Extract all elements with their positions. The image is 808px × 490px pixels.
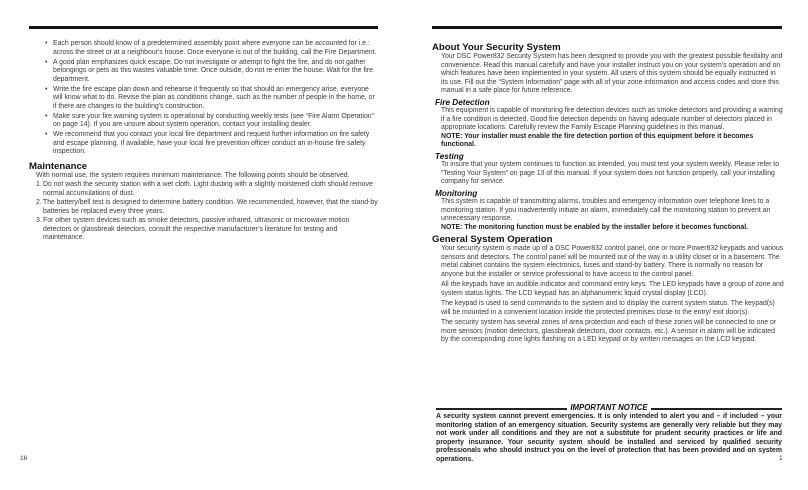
important-notice-title: IMPORTANT NOTICE bbox=[567, 403, 650, 412]
maintenance-list bbox=[36, 181, 379, 243]
right-content bbox=[432, 42, 784, 347]
important-notice-header bbox=[436, 403, 782, 413]
right-page bbox=[404, 0, 808, 490]
bullet-icon: • bbox=[45, 58, 48, 66]
item-text: For other system devices such as smoke detectors, passive infrared, ultrasonic or microwave motion detectors or glassbreak detectors, consult the respective manufacturer’s literature for testing and maintenance. bbox=[43, 217, 350, 241]
testing-text: To insure that your system continues to function as intended, you must test your system weekly. Please refer to “Testing Your System” on page 13 of this manual. If your system does not function properly, call your installing company for service. bbox=[441, 161, 780, 185]
monitoring-section bbox=[432, 198, 784, 232]
page-number: 1 bbox=[779, 455, 783, 462]
testing-section bbox=[432, 161, 784, 187]
list-item bbox=[29, 59, 379, 85]
about-text: Your DSC Power832 Security System has been designed to provide you with the greatest possible flexibility and convenience. Read this manual carefully and have your installer instruct you on your system’s operation and on which features have been implemented in your system. All users of this system should be equally instructed in its use. Fill out the “System Information” page with all of your zone information and access codes and store this manual in a safe place for future reference. bbox=[441, 53, 783, 94]
important-notice-text: A security system cannot prevent emergencies. It is only intended to alert you and – if included – your monitoring station of an emergency situation. Security systems are generally very reliable but they may not work under all conditions and they are not a substitute for prudent security practices or life and property insurance. Your security system should be installed and serviced by qualified security professionals who should instruct you on the level of protection that has been provided and on system operations. bbox=[436, 413, 782, 463]
general-operation-heading: General System Operation bbox=[432, 234, 553, 245]
general-paragraph: The security system has several zones of area protection and each of these zones will be connected to one or more sensors (motion detectors, glassbreak detectors, door contacts, etc.). A sensor in alarm will be indicated by the corresponding zone lights flashing on a LED keypad or by written messages on the LCD keypad. bbox=[441, 319, 777, 343]
list-item bbox=[36, 217, 379, 243]
general-paragraph: The keypad is used to send commands to the system and to display the current system status. The keypad(s) will be mounted in a convenient location inside the protected premises close to the entry/ exit door(s). bbox=[441, 300, 775, 316]
list-item bbox=[29, 131, 379, 157]
fire-detection-section bbox=[432, 107, 784, 150]
top-rule bbox=[432, 26, 782, 29]
important-notice bbox=[436, 403, 782, 464]
bullet-text: A good plan emphasizes quick escape. Do not investigate or attempt to fight the fire, and do not gather belongings or pets as this wastes valuable time. Once outside, do not re-enter the house. Wait for the fire department. bbox=[53, 58, 373, 83]
item-number: 2. bbox=[36, 199, 42, 206]
bullet-icon: • bbox=[45, 112, 48, 120]
item-text: The battery/bell test is designed to determine battery condition. We recommended, however, that the stand-by batteries be replaced every three years. bbox=[43, 199, 378, 215]
fire-detection-text: This equipment is capable of monitoring fire detection devices such as smoke detectors and providing a warning if a fire condition is detected. Good fire detection depends on having adequate number of detectors placed in appropriate locations. Carefully review the Family Escape Planning guidelines in this manual. bbox=[441, 107, 783, 131]
maintenance-intro: With normal use, the system requires minimum maintenance. The following points should be observed. bbox=[36, 171, 350, 179]
bullet-icon: • bbox=[45, 40, 48, 47]
bullet-text: Write the fire escape plan down and rehearse it frequently so that should an emergency arise, everyone will know what to do. Revise the plan as conditions change, such as the number of people in the home, or if there are changes to the building's construction. bbox=[53, 85, 375, 110]
fire-detection-heading: Fire Detection bbox=[435, 97, 490, 107]
monitoring-note: NOTE: The monitoring function must be enabled by the installer before it becomes functional. bbox=[441, 223, 749, 231]
fire-detection-note: NOTE: Your installer must enable the fire detection portion of this equipment before it becomes functional. bbox=[441, 132, 754, 148]
list-item bbox=[36, 199, 379, 216]
top-rule bbox=[29, 26, 378, 29]
left-content bbox=[29, 40, 379, 244]
list-item bbox=[36, 181, 379, 198]
maintenance-heading: Maintenance bbox=[29, 160, 88, 172]
general-paragraph: All the keypads have an audible indicator and command entry keys. The LED keypads have a group of zone and system status lights. The LCD keypad has an alphanumeric liquid crystal display (LCD). bbox=[441, 281, 784, 297]
bullet-text: Make sure your fire warning system is operational by conducting weekly tests (see “Fire Alarm Operation” on page 14). If you are unsure about system operation, contact your installing dealer. bbox=[53, 112, 374, 128]
bullet-icon: • bbox=[45, 131, 48, 138]
general-operation-section bbox=[432, 245, 784, 345]
bullet-text: We recommend that you contact your local fire department and request further information on fire safety and escape planning. If available, have your local fire prevention officer conduct an in-house fire safety inspection. bbox=[53, 131, 370, 155]
list-item bbox=[29, 113, 379, 130]
general-paragraph: Your security system is made up of a DSC Power832 control panel, one or more Power832 keypads and various sensors and detectors. The control panel will be mounted out of the way in a utility closet or in a basement. The metal cabinet contains the system electronics, fuses and stand-by battery. There is normally no reason for anyone but the installer or service professional to have access to the control panel. bbox=[441, 245, 784, 278]
monitoring-heading: Monitoring bbox=[435, 188, 478, 198]
monitoring-text: This system is capable of transmitting alarms, troubles and emergency information over telephone lines to a monitoring station. If you inadvertently initiate an alarm, immediately call the monitoring station to prevent an unnecessary response. bbox=[441, 198, 771, 222]
list-item bbox=[29, 86, 379, 112]
bullet-text: Each person should know of a predetermined assembly point where everyone can be accounted for i.e.: across the street or at a neighbour's house. Once everyone is out of the building, call the Fire Department. bbox=[53, 40, 377, 56]
item-number: 3. bbox=[36, 217, 42, 224]
about-section bbox=[432, 53, 784, 96]
about-heading: About Your Security System bbox=[432, 42, 561, 53]
escape-plan-bullets bbox=[29, 40, 379, 157]
item-text: Do not wash the security station with a wet cloth. Light dusting with a slightly moistened cloth should remove normal accumulations of dust. bbox=[43, 181, 373, 197]
item-number: 1. bbox=[36, 181, 42, 188]
bullet-icon: • bbox=[45, 85, 48, 93]
page-number: 16 bbox=[20, 455, 28, 462]
list-item bbox=[29, 40, 379, 57]
maintenance-section bbox=[29, 172, 379, 243]
testing-heading: Testing bbox=[435, 151, 464, 161]
